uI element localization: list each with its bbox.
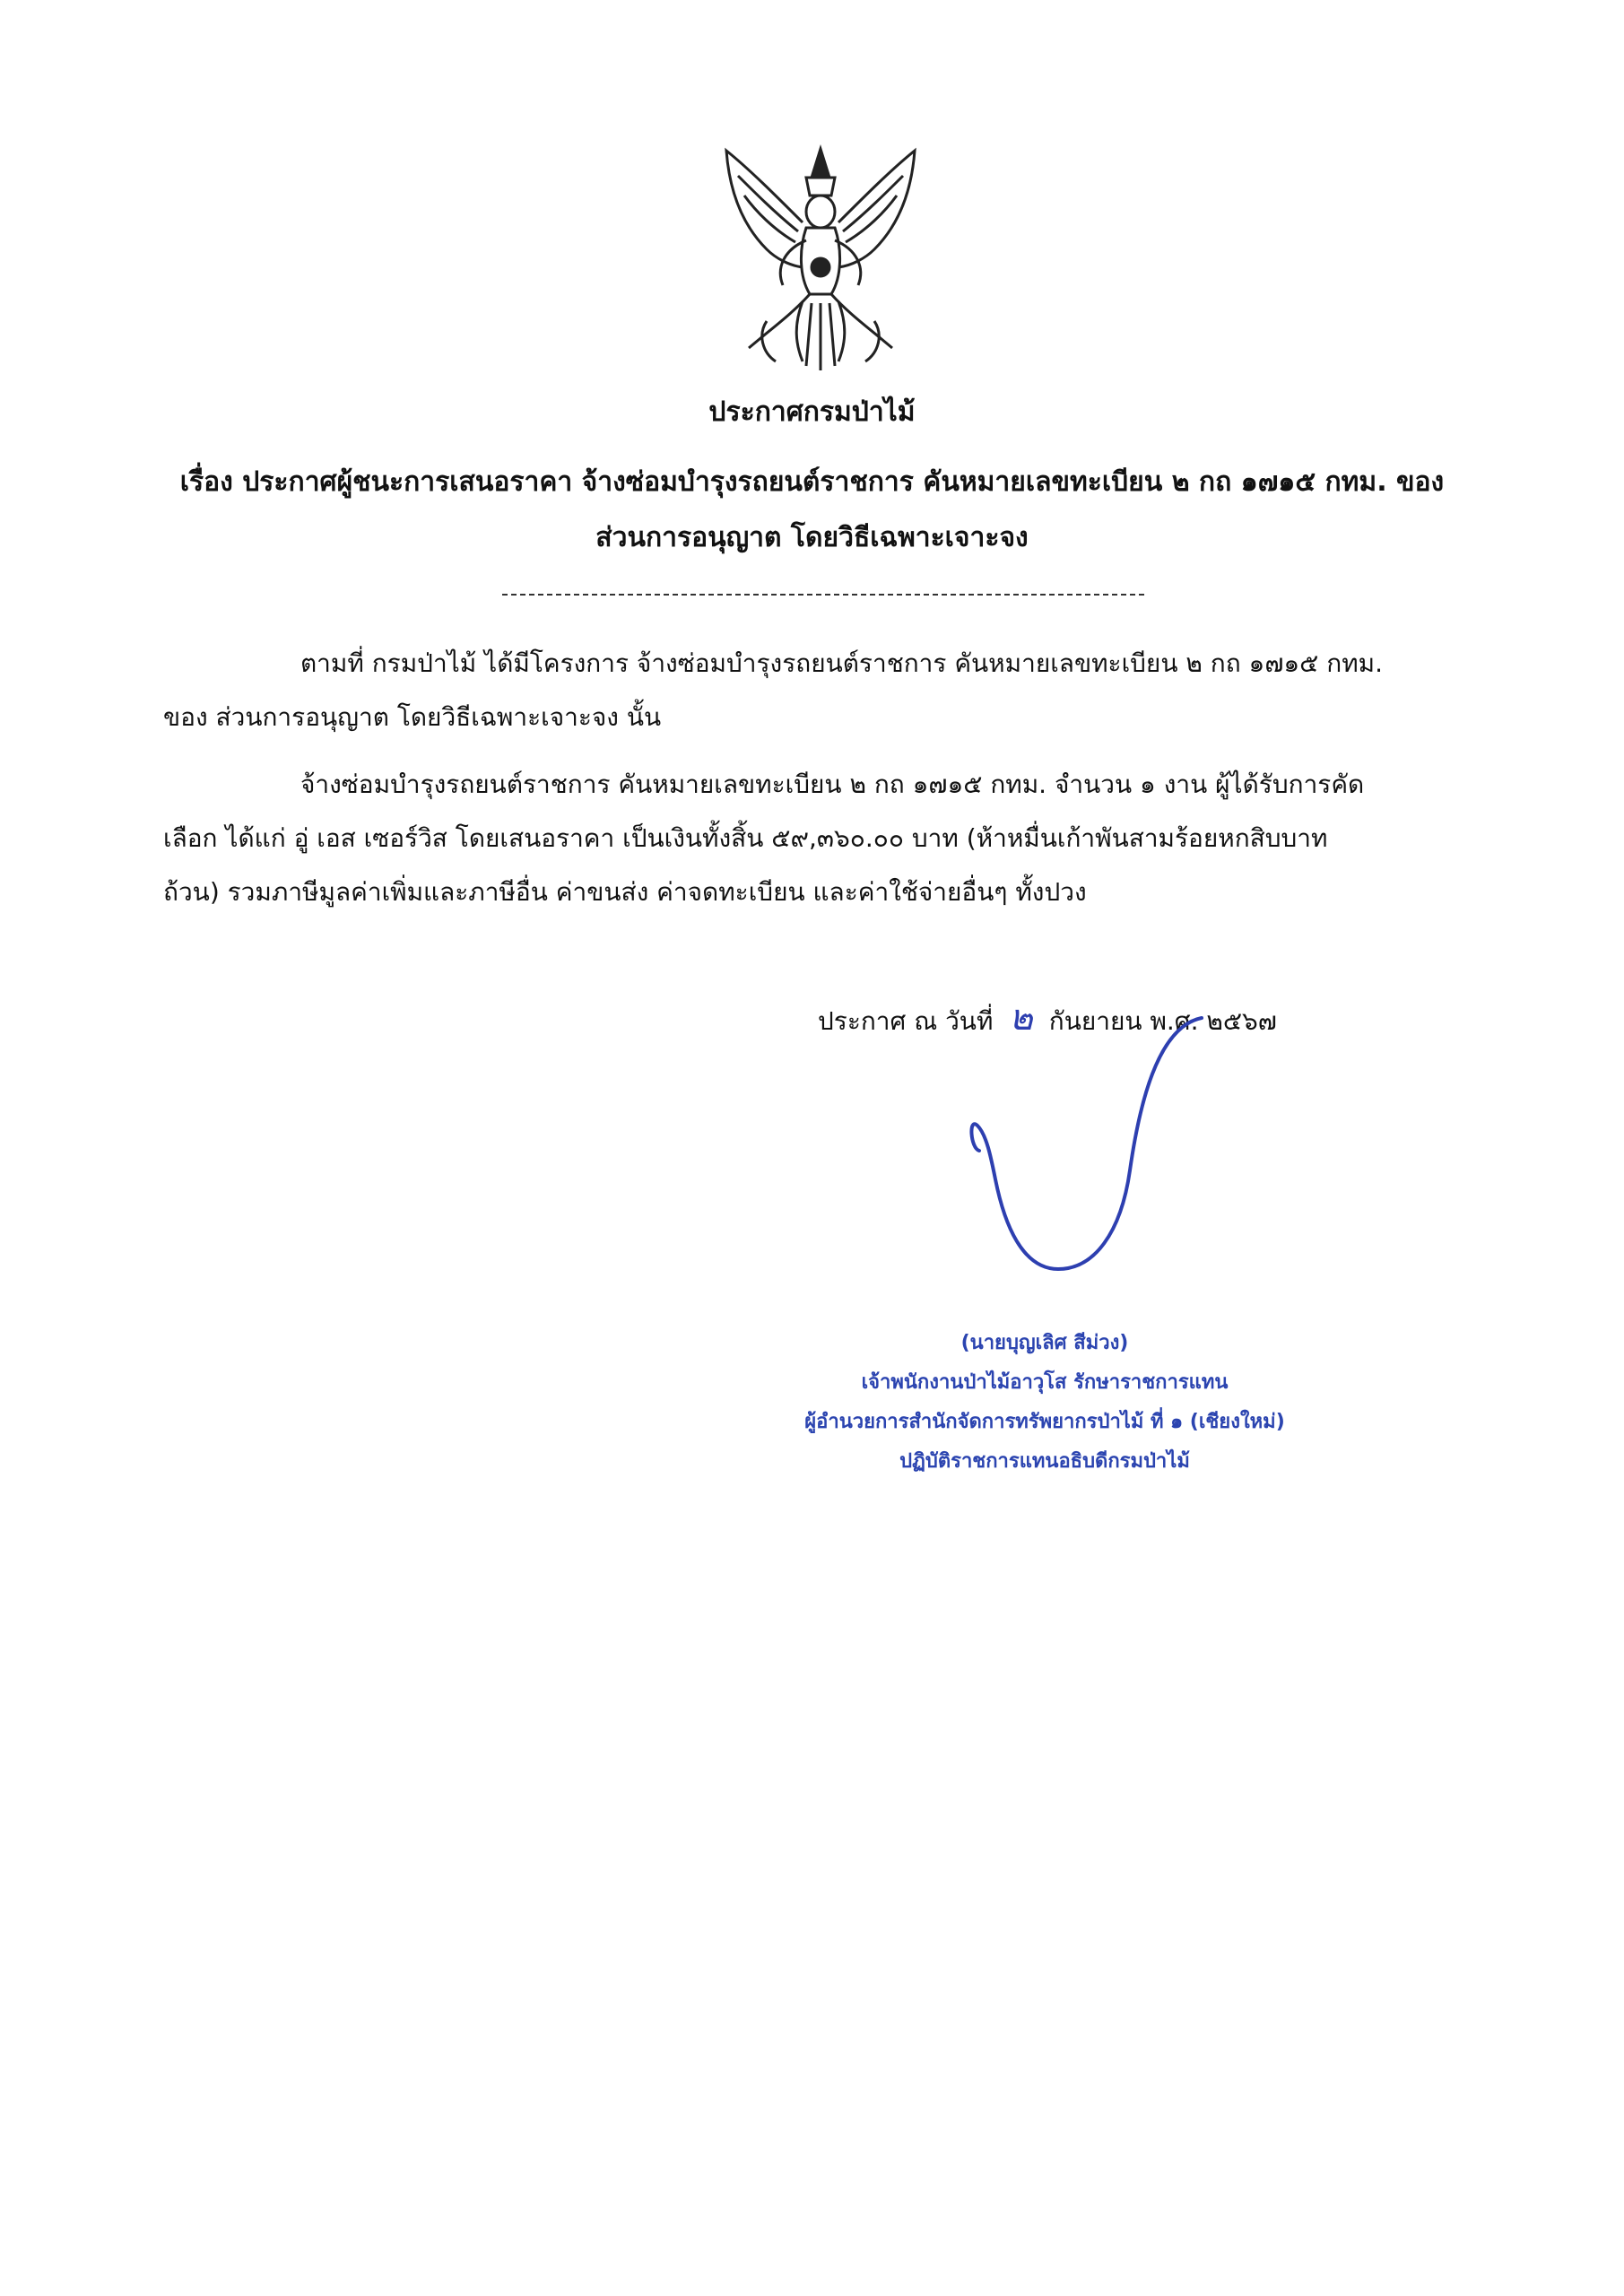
paragraph-2-line-1: จ้างซ่อมบำรุงรถยนต์ราชการ คันหมายเลขทะเบียน ๒ กถ ๑๗๑๕ กทม. จำนวน ๑ งาน ผู้ได้รับการคัด <box>300 770 1365 799</box>
subject-line-2: ส่วนการอนุญาต โดยวิธีเฉพาะเจาะจง <box>595 522 1029 553</box>
paragraph-1-line-2: ของ ส่วนการอนุญาต โดยวิธีเฉพาะเจาะจง นั้น <box>163 702 662 732</box>
date-prefix: ประกาศ ณ วันที่ <box>818 1006 994 1036</box>
garuda-emblem-icon <box>713 142 928 375</box>
handwritten-signature <box>951 1000 1220 1296</box>
signatory-name: (นายบุญเลิศ สีม่วง) <box>960 1332 1129 1354</box>
paragraph-2-line-3: ถ้วน) รวมภาษีมูลค่าเพิ่มและภาษีอื่น ค่าขนส่ง ค่าจดทะเบียน และค่าใช้จ่ายอื่นๆ ทั้งปวง <box>163 877 1087 907</box>
page-title: ประกาศกรมป่าไม้ <box>708 396 916 428</box>
date-day: ๒ <box>1009 997 1033 1039</box>
date-suffix: กันยายน พ.ศ. ๒๕๖๗ <box>1048 1006 1277 1036</box>
paragraph-2-line-2: เลือก ได้แก่ อู่ เอส เซอร์วิส โดยเสนอราคา เป็นเงินทั้งสิ้น ๕๙,๓๖๐.๐๐ บาท (ห้าหมื่นเก้าพันสามร้อยหกสิบบาท <box>163 823 1328 853</box>
divider <box>502 594 1144 596</box>
paragraph-1-line-1: ตามที่ กรมป่าไม้ ได้มีโครงการ จ้างซ่อมบำรุงรถยนต์ราชการ คันหมายเลขทะเบียน ๒ กถ ๑๗๑๕ กทม. <box>300 648 1384 678</box>
signatory-position-2: ผู้อำนวยการสำนักจัดการทรัพยากรป่าไม้ ที่ ๑ (เชียงใหม่) <box>804 1411 1285 1433</box>
signatory-position-1: เจ้าพนักงานป่าไม้อาวุโส รักษาราชการแทน <box>861 1371 1229 1394</box>
subject-line-1: เรื่อง ประกาศผู้ชนะการเสนอราคา จ้างซ่อมบำรุงรถยนต์ราชการ คันหมายเลขทะเบียน ๒ กถ ๑๗๑๕ กทม. ของ <box>179 466 1445 498</box>
signatory-position-3: ปฏิบัติราชการแทนอธิบดีกรมป่าไม้ <box>899 1450 1190 1473</box>
